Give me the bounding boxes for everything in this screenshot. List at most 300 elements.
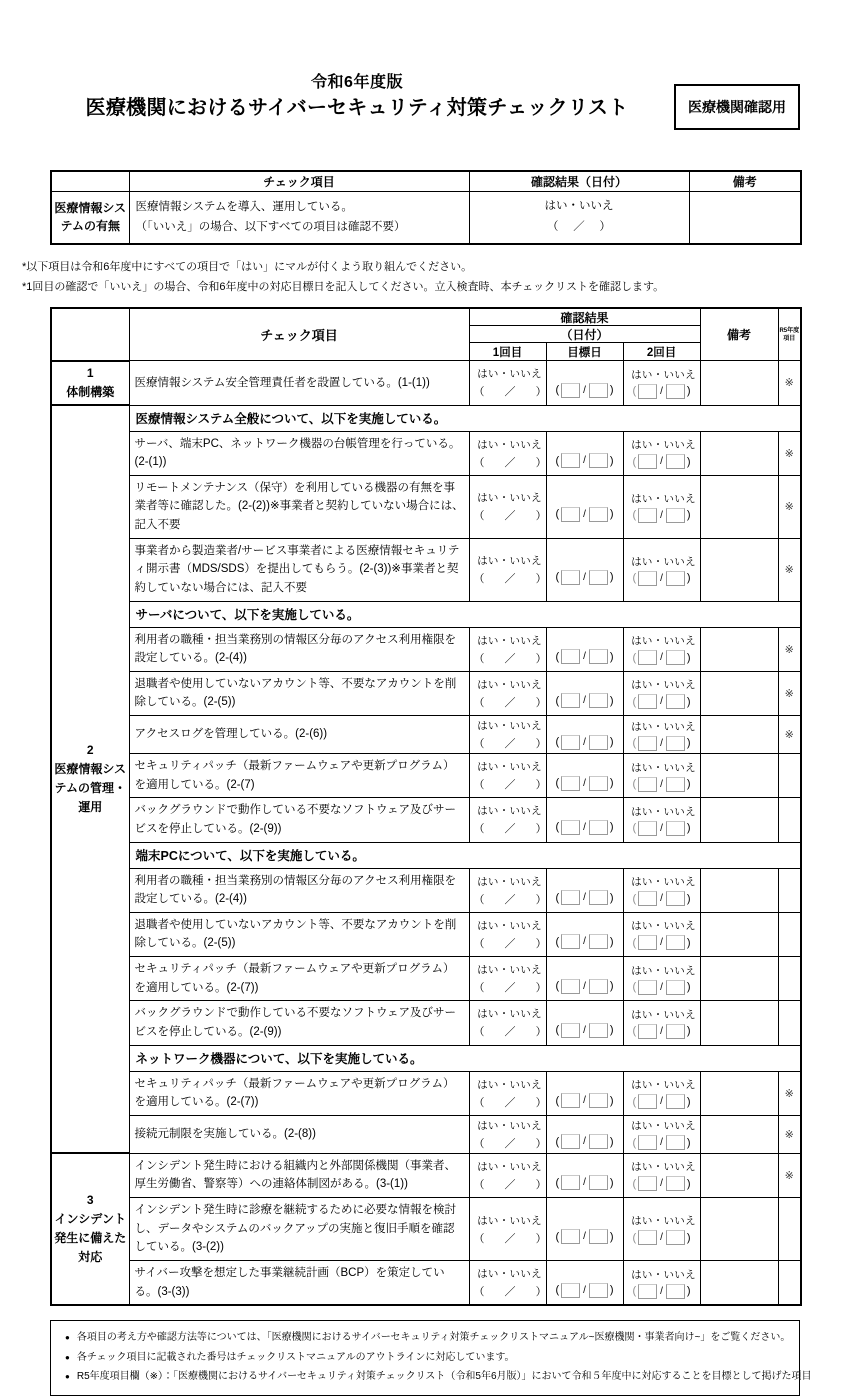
footer-note-text-1: 各項目の考え方や確認方法等については、「医療機関におけるサイバーセキュリティ対策チェックリストマニュアル~医療機関・事業者向け~」をご覧ください。 xyxy=(76,1332,791,1344)
date-field-plain[interactable]: （ ／ ） xyxy=(473,573,549,586)
yesno-choice[interactable]: はい・いいえ xyxy=(631,805,696,818)
result-second-cell[interactable] xyxy=(623,912,700,956)
yesno-choice[interactable]: はい・いいえ xyxy=(631,1120,696,1133)
result-second-cell[interactable] xyxy=(623,361,700,405)
day-input[interactable] xyxy=(666,384,685,399)
day-input[interactable] xyxy=(589,570,608,585)
yesno-choice[interactable]: はい・いいえ xyxy=(477,1119,542,1132)
month-input[interactable] xyxy=(638,454,657,469)
remarks-cell[interactable] xyxy=(700,754,778,798)
main-header-result-group xyxy=(469,308,700,343)
yesno-choice[interactable]: はい・いいえ xyxy=(477,368,542,381)
yesno-choice[interactable]: はい・いいえ xyxy=(631,1079,696,1092)
table-row xyxy=(51,1198,801,1261)
yesno-choice[interactable]: はい・いいえ xyxy=(631,1268,696,1281)
result-first-cell[interactable] xyxy=(469,1001,549,1045)
day-input[interactable] xyxy=(666,694,685,709)
month-input[interactable] xyxy=(638,1094,657,1109)
footer-note-item xyxy=(61,1367,812,1387)
yesno-choice[interactable]: はい・いいえ xyxy=(477,805,542,818)
table-row xyxy=(51,957,801,1001)
result-first-cell[interactable] xyxy=(469,1198,549,1261)
table-row xyxy=(51,1001,801,1045)
yesno-choice[interactable]: はい・いいえ xyxy=(477,1078,542,1091)
date-input-group[interactable] xyxy=(624,1094,700,1109)
day-input[interactable] xyxy=(666,571,685,586)
checklist-item-text: サイバー攻撃を想定した事業継続計画（BCP）を策定している。(3-(3)) xyxy=(129,1260,469,1305)
date-input-group[interactable] xyxy=(547,1093,623,1108)
yesno-choice[interactable]: はい・いいえ xyxy=(631,761,696,774)
yesno-choice[interactable]: はい・いいえ xyxy=(477,964,542,977)
day-input[interactable] xyxy=(666,980,685,995)
result-second-cell[interactable] xyxy=(623,475,700,538)
day-input[interactable] xyxy=(666,821,685,836)
paren-open: ( xyxy=(632,1025,637,1038)
day-input[interactable] xyxy=(589,453,608,468)
month-input[interactable] xyxy=(638,821,657,836)
paren-open: ( xyxy=(555,1094,560,1107)
date-input-group[interactable] xyxy=(547,934,623,949)
result-second-cell[interactable] xyxy=(623,431,700,475)
day-input[interactable] xyxy=(666,1284,685,1299)
date-input-group[interactable] xyxy=(624,1176,700,1191)
day-input[interactable] xyxy=(589,649,608,664)
month-input[interactable] xyxy=(638,1135,657,1150)
result-first-cell[interactable] xyxy=(469,1071,549,1115)
day-input[interactable] xyxy=(589,820,608,835)
day-input[interactable] xyxy=(666,777,685,792)
month-input[interactable] xyxy=(638,694,657,709)
day-input[interactable] xyxy=(666,891,685,906)
date-input-group[interactable] xyxy=(547,735,623,750)
day-input[interactable] xyxy=(666,508,685,523)
result-second-cell[interactable] xyxy=(623,798,700,842)
yesno-choice[interactable]: はい・いいえ xyxy=(631,635,696,648)
r5-mark-cell: ※ xyxy=(778,716,801,754)
yesno-choice[interactable]: はい・いいえ xyxy=(477,919,542,932)
date-input-group[interactable] xyxy=(547,1283,623,1298)
remarks-cell[interactable] xyxy=(700,868,778,912)
yesno-choice[interactable]: はい・いいえ xyxy=(631,1008,696,1021)
instruction-note-2: *1回目の確認で「いいえ」の場合、令和6年度中の対応目標日を記入してください。立入検査時、本チェックリストを確認します。 xyxy=(22,280,665,293)
month-input[interactable] xyxy=(561,693,580,708)
result-first-cell[interactable] xyxy=(469,868,549,912)
result-second-cell[interactable] xyxy=(623,1198,700,1261)
r5-mark-cell: ※ xyxy=(778,431,801,475)
date-field-plain[interactable]: （ ／ ） xyxy=(473,738,549,751)
month-input[interactable] xyxy=(638,571,657,586)
r5-mark-cell xyxy=(778,957,801,1001)
date-input-group[interactable] xyxy=(547,693,623,708)
date-input-group[interactable] xyxy=(547,1229,623,1244)
month-input[interactable] xyxy=(638,508,657,523)
yesno-choice[interactable]: はい・いいえ xyxy=(477,678,542,691)
result-first-cell[interactable] xyxy=(469,798,549,842)
date-input-group[interactable] xyxy=(547,507,623,522)
remarks-cell[interactable] xyxy=(700,798,778,842)
result-second-cell[interactable] xyxy=(623,1115,700,1153)
result-target-date-cell[interactable] xyxy=(546,361,623,405)
date-input-group[interactable] xyxy=(624,1024,700,1039)
result-second-cell[interactable] xyxy=(623,627,700,671)
result-target-date-cell[interactable] xyxy=(546,1071,623,1115)
slash-separator: / xyxy=(660,981,663,993)
slash-separator: / xyxy=(583,777,586,789)
yesno-choice[interactable]: はい・いいえ xyxy=(477,555,542,568)
yesno-choice[interactable]: はい・いいえ xyxy=(477,875,542,888)
section-number: 2 xyxy=(86,742,94,757)
day-input[interactable] xyxy=(589,1023,608,1038)
paren-close: ) xyxy=(609,1284,614,1297)
day-input[interactable] xyxy=(589,1093,608,1108)
paren-close: ) xyxy=(686,778,691,791)
section-number: 3 xyxy=(86,1192,94,1207)
month-input[interactable] xyxy=(638,1176,657,1191)
day-input[interactable] xyxy=(589,1175,608,1190)
result-target-date-cell[interactable] xyxy=(546,1198,623,1261)
result-target-date-cell[interactable] xyxy=(546,1115,623,1153)
month-input[interactable] xyxy=(638,1230,657,1245)
month-input[interactable] xyxy=(561,1283,580,1298)
result-second-cell[interactable] xyxy=(623,754,700,798)
result-second-cell[interactable] xyxy=(623,671,700,715)
date-input-group[interactable] xyxy=(547,383,623,398)
month-input[interactable] xyxy=(561,979,580,994)
month-input[interactable] xyxy=(638,1284,657,1299)
result-target-date-cell[interactable] xyxy=(546,431,623,475)
result-first-cell[interactable] xyxy=(469,361,549,405)
result-target-date-cell[interactable] xyxy=(546,1260,623,1305)
day-input[interactable] xyxy=(666,935,685,950)
result-second-cell[interactable] xyxy=(623,957,700,1001)
result-first-cell[interactable] xyxy=(469,1153,549,1197)
paren-close: ) xyxy=(609,454,614,467)
date-input-group[interactable] xyxy=(624,935,700,950)
day-input[interactable] xyxy=(666,650,685,665)
month-input[interactable] xyxy=(638,891,657,906)
yesno-choice[interactable]: はい・いいえ xyxy=(631,555,696,568)
month-input[interactable] xyxy=(638,736,657,751)
date-input-group[interactable] xyxy=(624,821,700,836)
yesno-choice[interactable]: はい・いいえ xyxy=(477,634,542,647)
r5-mark-cell xyxy=(778,1260,801,1305)
date-field-plain[interactable]: （ ／ ） xyxy=(473,1096,549,1109)
month-input[interactable] xyxy=(561,1093,580,1108)
paren-close: ) xyxy=(686,695,691,708)
day-input[interactable] xyxy=(589,1229,608,1244)
day-input[interactable] xyxy=(589,507,608,522)
slash-separator: / xyxy=(583,1231,586,1243)
result-target-date-cell[interactable] xyxy=(546,798,623,842)
subsection-heading: サーバについて、以下を実施している。 xyxy=(129,601,801,627)
result-second-cell[interactable] xyxy=(623,868,700,912)
date-field-plain[interactable]: （ ／ ） xyxy=(473,510,549,523)
date-input-group[interactable] xyxy=(547,820,623,835)
yesno-choice[interactable]: はい・いいえ xyxy=(631,439,696,452)
month-input[interactable] xyxy=(561,934,580,949)
slash-separator: / xyxy=(583,455,586,467)
date-field-plain[interactable]: （ ／ ） xyxy=(473,696,549,709)
spacer xyxy=(547,634,623,647)
main-header-check-item: チェック項目 xyxy=(129,308,469,361)
yesno-choice[interactable]: はい・いいえ xyxy=(477,1214,542,1227)
date-input-group[interactable] xyxy=(624,650,700,665)
r5-mark-cell: ※ xyxy=(778,627,801,671)
result-first-cell[interactable] xyxy=(469,538,549,601)
day-input[interactable] xyxy=(589,1283,608,1298)
result-second-cell[interactable] xyxy=(623,1071,700,1115)
yesno-choice[interactable]: はい・いいえ xyxy=(477,438,542,451)
day-input[interactable] xyxy=(589,934,608,949)
checklist-item-text: インシデント発生時に診療を継続するために必要な情報を検討し、データやシステムのバックアップの実施と復旧手順を確認している。(3-(2)) xyxy=(129,1198,469,1261)
remarks-cell[interactable] xyxy=(700,1153,778,1197)
result-target-date-cell[interactable] xyxy=(546,1153,623,1197)
result-first-cell[interactable] xyxy=(469,912,549,956)
day-input[interactable] xyxy=(589,693,608,708)
result-second-cell[interactable] xyxy=(623,1260,700,1305)
yesno-choice[interactable]: はい・いいえ xyxy=(477,1268,542,1281)
result-target-date-cell[interactable] xyxy=(546,475,623,538)
result-first-cell[interactable] xyxy=(469,1115,549,1153)
result-first-cell[interactable] xyxy=(469,1260,549,1305)
r5-mark-cell xyxy=(778,1001,801,1045)
yesno-choice[interactable]: はい・いいえ xyxy=(477,492,542,505)
date-input-group[interactable] xyxy=(547,570,623,585)
month-input[interactable] xyxy=(638,384,657,399)
subsection-heading: 医療情報システム全般について、以下を実施している。 xyxy=(129,405,801,431)
paren-close: ) xyxy=(609,980,614,993)
month-input[interactable] xyxy=(638,935,657,950)
month-input[interactable] xyxy=(638,777,657,792)
date-input-group[interactable] xyxy=(547,776,623,791)
day-input[interactable] xyxy=(666,1135,685,1150)
result-target-date-cell[interactable] xyxy=(546,754,623,798)
day-input[interactable] xyxy=(589,890,608,905)
date-input-group[interactable] xyxy=(624,891,700,906)
month-input[interactable] xyxy=(638,1024,657,1039)
month-input[interactable] xyxy=(561,735,580,750)
page-title-year: 令和6年度版 xyxy=(311,74,403,91)
spacer xyxy=(547,368,623,381)
month-input[interactable] xyxy=(561,383,580,398)
remarks-cell[interactable] xyxy=(700,361,778,405)
day-input[interactable] xyxy=(589,735,608,750)
result-target-date-cell[interactable] xyxy=(546,538,623,601)
yesno-choice[interactable]: はい・いいえ xyxy=(477,1008,542,1021)
date-field-plain[interactable]: （ ／ ） xyxy=(473,1178,549,1191)
date-field-plain[interactable]: （ ／ ） xyxy=(473,1137,549,1150)
date-input-group[interactable] xyxy=(624,694,700,709)
month-input[interactable] xyxy=(561,453,580,468)
table-row xyxy=(51,1260,801,1305)
paren-open: ( xyxy=(632,892,637,905)
date-input-group[interactable] xyxy=(547,1023,623,1038)
yesno-choice[interactable]: はい・いいえ xyxy=(477,761,542,774)
presence-item-cell xyxy=(129,192,469,244)
month-input[interactable] xyxy=(638,650,657,665)
month-input[interactable] xyxy=(638,980,657,995)
yesno-choice[interactable]: はい・いいえ xyxy=(631,964,696,977)
result-first-cell[interactable] xyxy=(469,716,549,754)
date-input-group[interactable] xyxy=(624,384,700,399)
month-input[interactable] xyxy=(561,776,580,791)
date-input-group[interactable] xyxy=(547,453,623,468)
day-input[interactable] xyxy=(589,979,608,994)
date-field-plain[interactable]: （ ／ ） xyxy=(473,893,549,906)
date-input-group[interactable] xyxy=(624,1284,700,1299)
result-target-date-cell[interactable] xyxy=(546,957,623,1001)
day-input[interactable] xyxy=(666,1024,685,1039)
yesno-choice[interactable]: はい・いいえ xyxy=(631,1215,696,1228)
checklist-item-text: バックグラウンドで動作している不要なソフトウェア及びサービスを停止している。(2-(9)) xyxy=(129,798,469,842)
date-field-plain[interactable]: （ ／ ） xyxy=(473,982,549,995)
paren-open: ( xyxy=(632,936,637,949)
page-header xyxy=(50,0,800,144)
result-target-date-cell[interactable] xyxy=(546,627,623,671)
paren-close: ) xyxy=(686,509,691,522)
yesno-choice[interactable]: はい・いいえ xyxy=(631,920,696,933)
remarks-cell[interactable] xyxy=(700,1198,778,1261)
yesno-choice[interactable]: はい・いいえ xyxy=(477,720,542,733)
result-target-date-cell[interactable] xyxy=(546,671,623,715)
yesno-choice[interactable]: はい・いいえ xyxy=(631,1161,696,1174)
result-second-cell[interactable] xyxy=(623,538,700,601)
r5-mark-cell: ※ xyxy=(778,538,801,601)
remarks-cell[interactable] xyxy=(700,475,778,538)
result-first-cell[interactable] xyxy=(469,627,549,671)
slash-separator: / xyxy=(660,893,663,905)
date-input-group[interactable] xyxy=(624,980,700,995)
paren-open: ( xyxy=(632,778,637,791)
month-input[interactable] xyxy=(561,1175,580,1190)
result-first-cell[interactable] xyxy=(469,957,549,1001)
remarks-cell[interactable] xyxy=(700,957,778,1001)
month-input[interactable] xyxy=(561,820,580,835)
remarks-cell[interactable] xyxy=(700,1115,778,1153)
day-input[interactable] xyxy=(589,383,608,398)
month-input[interactable] xyxy=(561,1023,580,1038)
result-target-date-cell[interactable] xyxy=(546,868,623,912)
result-first-cell[interactable] xyxy=(469,754,549,798)
remarks-cell[interactable] xyxy=(700,627,778,671)
table-row xyxy=(51,431,801,475)
day-input[interactable] xyxy=(666,454,685,469)
presence-date-field[interactable]: （ ／ ） xyxy=(547,221,611,234)
day-input[interactable] xyxy=(666,1176,685,1191)
presence-remarks-cell[interactable] xyxy=(689,192,801,244)
day-input[interactable] xyxy=(589,1134,608,1149)
date-input-group[interactable] xyxy=(547,979,623,994)
date-input-group[interactable] xyxy=(547,1134,623,1149)
result-first-cell[interactable] xyxy=(469,431,549,475)
section-category-cell xyxy=(51,361,129,405)
date-input-group[interactable] xyxy=(547,1175,623,1190)
yesno-choice[interactable]: はい・いいえ xyxy=(477,1160,542,1173)
month-input[interactable] xyxy=(561,890,580,905)
date-field-plain[interactable]: （ ／ ） xyxy=(473,1232,549,1245)
remarks-cell[interactable] xyxy=(700,431,778,475)
day-input[interactable] xyxy=(666,736,685,751)
month-input[interactable] xyxy=(561,570,580,585)
result-target-date-cell[interactable] xyxy=(546,912,623,956)
date-input-group[interactable] xyxy=(624,736,700,751)
yesno-choice[interactable]: はい・いいえ xyxy=(631,492,696,505)
spacer xyxy=(547,492,623,505)
r5-mark-cell: ※ xyxy=(778,475,801,538)
remarks-cell[interactable] xyxy=(700,1260,778,1305)
date-field-plain[interactable]: （ ／ ） xyxy=(473,456,549,469)
result-first-cell[interactable] xyxy=(469,475,549,538)
slash-separator: / xyxy=(660,696,663,708)
date-field-plain[interactable]: （ ／ ） xyxy=(473,1026,549,1039)
day-input[interactable] xyxy=(666,1094,685,1109)
day-input[interactable] xyxy=(666,1230,685,1245)
result-second-cell[interactable] xyxy=(623,1001,700,1045)
yesno-choice[interactable]: はい・いいえ xyxy=(631,368,696,381)
yesno-choice[interactable]: はい・いいえ xyxy=(631,679,696,692)
checklist-item-text: セキュリティパッチ（最新ファームウェアや更新プログラム）を適用している。(2-(7) xyxy=(129,754,469,798)
date-input-group[interactable] xyxy=(624,777,700,792)
remarks-cell[interactable] xyxy=(700,716,778,754)
date-field-plain[interactable]: （ ／ ） xyxy=(473,937,549,950)
date-input-group[interactable] xyxy=(624,1230,700,1245)
checklist-item-text: インシデント発生時における組織内と外部関係機関（事業者、厚生労働省、警察等）への連絡体制図がある。(3-(1)) xyxy=(129,1153,469,1197)
remarks-cell[interactable] xyxy=(700,671,778,715)
yesno-choice[interactable]: はい・いいえ xyxy=(631,876,696,889)
slash-separator: / xyxy=(583,1136,586,1148)
presence-result-cell[interactable] xyxy=(469,192,689,244)
result-second-cell[interactable] xyxy=(623,716,700,754)
paren-close: ) xyxy=(609,1135,614,1148)
remarks-cell[interactable] xyxy=(700,912,778,956)
result-target-date-cell[interactable] xyxy=(546,716,623,754)
remarks-cell[interactable] xyxy=(700,1001,778,1045)
date-field-plain[interactable]: （ ／ ） xyxy=(473,386,549,399)
remarks-cell[interactable] xyxy=(700,538,778,601)
main-header-r5-line2: 項目 xyxy=(783,335,796,342)
paren-open: ( xyxy=(632,822,637,835)
presence-yesno-choice[interactable]: はい・いいえ xyxy=(544,200,614,212)
paren-close: ) xyxy=(686,981,691,994)
date-input-group[interactable] xyxy=(547,649,623,664)
main-header-r5-line1: R5年度 xyxy=(779,327,800,334)
date-input-group[interactable] xyxy=(624,571,700,586)
paren-close: ) xyxy=(686,1136,691,1149)
date-field-plain[interactable]: （ ／ ） xyxy=(473,779,549,792)
paren-close: ) xyxy=(609,508,614,521)
date-input-group[interactable] xyxy=(547,890,623,905)
paren-close: ) xyxy=(686,822,691,835)
date-field-plain[interactable]: （ ／ ） xyxy=(473,652,549,665)
date-input-group[interactable] xyxy=(624,454,700,469)
result-second-cell[interactable] xyxy=(623,1153,700,1197)
paren-open: ( xyxy=(632,981,637,994)
result-first-cell[interactable] xyxy=(469,671,549,715)
month-input[interactable] xyxy=(561,1229,580,1244)
result-target-date-cell[interactable] xyxy=(546,1001,623,1045)
date-field-plain[interactable]: （ ／ ） xyxy=(473,1286,549,1299)
day-input[interactable] xyxy=(589,776,608,791)
month-input[interactable] xyxy=(561,649,580,664)
date-input-group[interactable] xyxy=(624,508,700,523)
remarks-cell[interactable] xyxy=(700,1071,778,1115)
paren-close: ) xyxy=(609,935,614,948)
yesno-choice[interactable]: はい・いいえ xyxy=(631,720,696,733)
date-field-plain[interactable]: （ ／ ） xyxy=(473,823,549,836)
date-input-group[interactable] xyxy=(624,1135,700,1150)
month-input[interactable] xyxy=(561,507,580,522)
month-input[interactable] xyxy=(561,1134,580,1149)
